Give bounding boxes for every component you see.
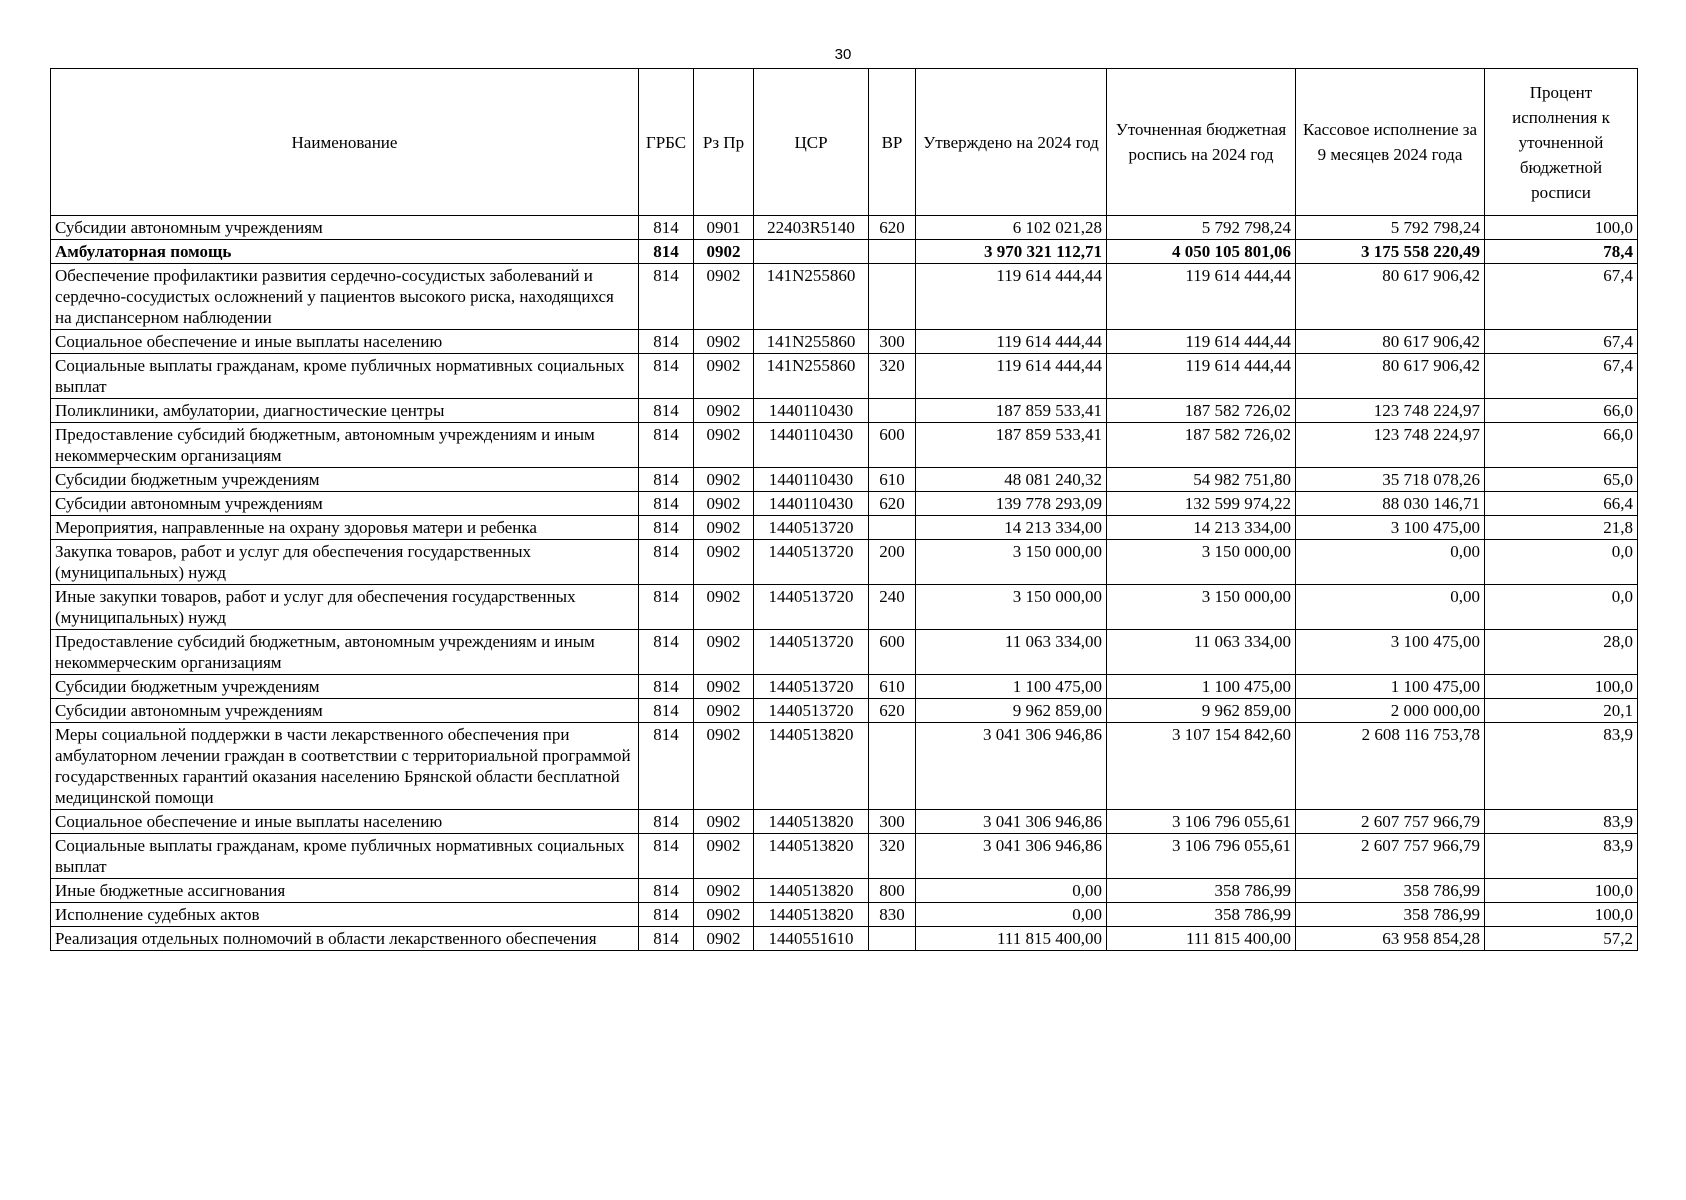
cell-refined: 5 792 798,24 — [1107, 216, 1296, 240]
cell-refined: 132 599 974,22 — [1107, 492, 1296, 516]
table-row — [51, 834, 1638, 879]
table-row — [51, 585, 1638, 630]
cell-vr: 830 — [869, 903, 916, 927]
cell-approved: 3 041 306 946,86 — [916, 834, 1107, 879]
cell-refined: 358 786,99 — [1107, 903, 1296, 927]
cell-vr: 300 — [869, 330, 916, 354]
cell-vr: 300 — [869, 810, 916, 834]
cell-name: Поликлиники, амбулатории, диагностические центры — [51, 399, 639, 423]
table-row — [51, 240, 1638, 264]
table-row — [51, 264, 1638, 330]
table-row — [51, 927, 1638, 951]
cell-percent: 21,8 — [1485, 516, 1638, 540]
cell-vr — [869, 264, 916, 330]
cell-vr: 800 — [869, 879, 916, 903]
cell-grbs: 814 — [639, 585, 694, 630]
cell-approved: 119 614 444,44 — [916, 354, 1107, 399]
cell-name: Субсидии автономным учреждениям — [51, 699, 639, 723]
cell-refined: 11 063 334,00 — [1107, 630, 1296, 675]
cell-rzpr: 0902 — [694, 468, 754, 492]
cell-rzpr: 0902 — [694, 240, 754, 264]
cell-name: Субсидии автономным учреждениям — [51, 492, 639, 516]
cell-rzpr: 0902 — [694, 585, 754, 630]
cell-approved: 139 778 293,09 — [916, 492, 1107, 516]
cell-grbs: 814 — [639, 264, 694, 330]
cell-grbs: 814 — [639, 675, 694, 699]
cell-csr — [754, 240, 869, 264]
header-approved: Утверждено на 2024 год — [916, 69, 1107, 216]
table-row — [51, 810, 1638, 834]
cell-rzpr: 0902 — [694, 330, 754, 354]
cell-grbs: 814 — [639, 540, 694, 585]
cell-grbs: 814 — [639, 699, 694, 723]
cell-percent: 66,4 — [1485, 492, 1638, 516]
cell-approved: 187 859 533,41 — [916, 399, 1107, 423]
cell-grbs: 814 — [639, 492, 694, 516]
cell-name: Социальные выплаты гражданам, кроме публичных нормативных социальных выплат — [51, 354, 639, 399]
cell-name: Социальное обеспечение и иные выплаты населению — [51, 810, 639, 834]
header-grbs: ГРБС — [639, 69, 694, 216]
cell-grbs: 814 — [639, 468, 694, 492]
cell-vr: 620 — [869, 216, 916, 240]
cell-percent: 66,0 — [1485, 399, 1638, 423]
cell-refined: 4 050 105 801,06 — [1107, 240, 1296, 264]
cell-name: Мероприятия, направленные на охрану здоровья матери и ребенка — [51, 516, 639, 540]
table-row — [51, 216, 1638, 240]
cell-cash: 63 958 854,28 — [1296, 927, 1485, 951]
cell-approved: 3 150 000,00 — [916, 585, 1107, 630]
header-name: Наименование — [51, 69, 639, 216]
cell-name: Субсидии бюджетным учреждениям — [51, 675, 639, 699]
cell-vr — [869, 399, 916, 423]
cell-approved: 0,00 — [916, 903, 1107, 927]
cell-cash: 3 175 558 220,49 — [1296, 240, 1485, 264]
cell-rzpr: 0902 — [694, 516, 754, 540]
cell-name: Социальные выплаты гражданам, кроме публичных нормативных социальных выплат — [51, 834, 639, 879]
cell-grbs: 814 — [639, 423, 694, 468]
table-row — [51, 354, 1638, 399]
cell-cash: 1 100 475,00 — [1296, 675, 1485, 699]
cell-refined: 54 982 751,80 — [1107, 468, 1296, 492]
cell-percent: 20,1 — [1485, 699, 1638, 723]
cell-approved: 111 815 400,00 — [916, 927, 1107, 951]
cell-percent: 78,4 — [1485, 240, 1638, 264]
cell-grbs: 814 — [639, 810, 694, 834]
cell-csr: 1440513820 — [754, 879, 869, 903]
cell-refined: 3 106 796 055,61 — [1107, 810, 1296, 834]
table-body — [51, 216, 1638, 951]
cell-vr: 240 — [869, 585, 916, 630]
cell-approved: 3 150 000,00 — [916, 540, 1107, 585]
cell-name: Реализация отдельных полномочий в области лекарственного обеспечения — [51, 927, 639, 951]
cell-percent: 67,4 — [1485, 330, 1638, 354]
cell-percent: 100,0 — [1485, 879, 1638, 903]
table-row — [51, 468, 1638, 492]
cell-approved: 1 100 475,00 — [916, 675, 1107, 699]
cell-cash: 5 792 798,24 — [1296, 216, 1485, 240]
cell-name: Предоставление субсидий бюджетным, автономным учреждениям и иным некоммерческим организациям — [51, 423, 639, 468]
cell-csr: 1440513720 — [754, 585, 869, 630]
budget-execution-table — [50, 68, 1638, 951]
cell-csr: 1440110430 — [754, 423, 869, 468]
cell-rzpr: 0901 — [694, 216, 754, 240]
table-row — [51, 516, 1638, 540]
cell-grbs: 814 — [639, 723, 694, 810]
cell-refined: 119 614 444,44 — [1107, 264, 1296, 330]
cell-vr — [869, 240, 916, 264]
cell-percent: 57,2 — [1485, 927, 1638, 951]
cell-name: Иные закупки товаров, работ и услуг для обеспечения государственных (муниципальных) нужд — [51, 585, 639, 630]
cell-grbs: 814 — [639, 903, 694, 927]
cell-vr — [869, 723, 916, 810]
cell-cash: 123 748 224,97 — [1296, 423, 1485, 468]
header-vr: ВР — [869, 69, 916, 216]
cell-percent: 67,4 — [1485, 264, 1638, 330]
cell-vr: 620 — [869, 699, 916, 723]
cell-grbs: 814 — [639, 834, 694, 879]
cell-vr — [869, 927, 916, 951]
cell-vr: 200 — [869, 540, 916, 585]
cell-percent: 100,0 — [1485, 216, 1638, 240]
cell-cash: 0,00 — [1296, 540, 1485, 585]
cell-cash: 3 100 475,00 — [1296, 630, 1485, 675]
cell-grbs: 814 — [639, 879, 694, 903]
cell-approved: 119 614 444,44 — [916, 264, 1107, 330]
cell-rzpr: 0902 — [694, 354, 754, 399]
cell-cash: 358 786,99 — [1296, 879, 1485, 903]
cell-vr: 610 — [869, 675, 916, 699]
cell-csr: 1440513720 — [754, 630, 869, 675]
table-row — [51, 879, 1638, 903]
cell-rzpr: 0902 — [694, 927, 754, 951]
cell-vr: 320 — [869, 834, 916, 879]
cell-percent: 100,0 — [1485, 675, 1638, 699]
cell-approved: 14 213 334,00 — [916, 516, 1107, 540]
cell-rzpr: 0902 — [694, 399, 754, 423]
cell-csr: 1440551610 — [754, 927, 869, 951]
cell-vr — [869, 516, 916, 540]
table-row — [51, 903, 1638, 927]
cell-rzpr: 0902 — [694, 264, 754, 330]
cell-cash: 2 608 116 753,78 — [1296, 723, 1485, 810]
cell-vr: 600 — [869, 630, 916, 675]
cell-rzpr: 0902 — [694, 492, 754, 516]
table-row — [51, 399, 1638, 423]
cell-vr: 620 — [869, 492, 916, 516]
cell-grbs: 814 — [639, 630, 694, 675]
cell-rzpr: 0902 — [694, 675, 754, 699]
cell-name: Амбулаторная помощь — [51, 240, 639, 264]
cell-name: Обеспечение профилактики развития сердечно-сосудистых заболеваний и сердечно-сосудистых осложнений у пациентов высокого риска, находящихся на диспансерном наблюдении — [51, 264, 639, 330]
cell-approved: 6 102 021,28 — [916, 216, 1107, 240]
cell-name: Социальное обеспечение и иные выплаты населению — [51, 330, 639, 354]
cell-csr: 1440513820 — [754, 810, 869, 834]
cell-refined: 119 614 444,44 — [1107, 354, 1296, 399]
cell-approved: 0,00 — [916, 879, 1107, 903]
cell-refined: 14 213 334,00 — [1107, 516, 1296, 540]
cell-refined: 9 962 859,00 — [1107, 699, 1296, 723]
cell-percent: 67,4 — [1485, 354, 1638, 399]
cell-name: Субсидии бюджетным учреждениям — [51, 468, 639, 492]
cell-approved: 3 970 321 112,71 — [916, 240, 1107, 264]
cell-approved: 11 063 334,00 — [916, 630, 1107, 675]
cell-cash: 0,00 — [1296, 585, 1485, 630]
table-row — [51, 675, 1638, 699]
cell-vr: 320 — [869, 354, 916, 399]
cell-percent: 0,0 — [1485, 540, 1638, 585]
cell-percent: 65,0 — [1485, 468, 1638, 492]
cell-refined: 119 614 444,44 — [1107, 330, 1296, 354]
cell-percent: 83,9 — [1485, 723, 1638, 810]
cell-csr: 22403R5140 — [754, 216, 869, 240]
cell-cash: 35 718 078,26 — [1296, 468, 1485, 492]
header-refined: Уточненная бюджетная роспись на 2024 год — [1107, 69, 1296, 216]
cell-grbs: 814 — [639, 240, 694, 264]
cell-grbs: 814 — [639, 399, 694, 423]
cell-approved: 187 859 533,41 — [916, 423, 1107, 468]
cell-csr: 1440110430 — [754, 399, 869, 423]
cell-name: Субсидии автономным учреждениям — [51, 216, 639, 240]
cell-approved: 3 041 306 946,86 — [916, 810, 1107, 834]
cell-refined: 111 815 400,00 — [1107, 927, 1296, 951]
table-row — [51, 423, 1638, 468]
cell-name: Предоставление субсидий бюджетным, автономным учреждениям и иным некоммерческим организациям — [51, 630, 639, 675]
cell-rzpr: 0902 — [694, 834, 754, 879]
cell-rzpr: 0902 — [694, 723, 754, 810]
cell-refined: 3 107 154 842,60 — [1107, 723, 1296, 810]
cell-grbs: 814 — [639, 927, 694, 951]
header-row — [51, 69, 1638, 216]
cell-csr: 1440513820 — [754, 723, 869, 810]
cell-csr: 1440513720 — [754, 540, 869, 585]
cell-csr: 141N255860 — [754, 264, 869, 330]
header-csr: ЦСР — [754, 69, 869, 216]
cell-grbs: 814 — [639, 516, 694, 540]
cell-percent: 28,0 — [1485, 630, 1638, 675]
cell-cash: 2 000 000,00 — [1296, 699, 1485, 723]
cell-refined: 3 106 796 055,61 — [1107, 834, 1296, 879]
cell-percent: 0,0 — [1485, 585, 1638, 630]
cell-grbs: 814 — [639, 216, 694, 240]
cell-percent: 83,9 — [1485, 810, 1638, 834]
cell-rzpr: 0902 — [694, 810, 754, 834]
cell-refined: 358 786,99 — [1107, 879, 1296, 903]
cell-csr: 141N255860 — [754, 354, 869, 399]
page-number: 30 — [834, 46, 852, 63]
header-percent: Процент исполнения к уточненной бюджетной росписи — [1485, 69, 1638, 216]
cell-refined: 187 582 726,02 — [1107, 423, 1296, 468]
cell-refined: 1 100 475,00 — [1107, 675, 1296, 699]
cell-cash: 80 617 906,42 — [1296, 330, 1485, 354]
table-row — [51, 330, 1638, 354]
cell-percent: 100,0 — [1485, 903, 1638, 927]
header-cash: Кассовое исполнение за 9 месяцев 2024 года — [1296, 69, 1485, 216]
cell-rzpr: 0902 — [694, 879, 754, 903]
cell-grbs: 814 — [639, 354, 694, 399]
cell-name: Исполнение судебных актов — [51, 903, 639, 927]
cell-csr: 1440110430 — [754, 468, 869, 492]
cell-csr: 1440513720 — [754, 516, 869, 540]
table-header — [51, 69, 1638, 216]
cell-vr: 610 — [869, 468, 916, 492]
cell-cash: 123 748 224,97 — [1296, 399, 1485, 423]
cell-cash: 2 607 757 966,79 — [1296, 810, 1485, 834]
table-row — [51, 492, 1638, 516]
table-row — [51, 630, 1638, 675]
header-rzpr: Рз Пр — [694, 69, 754, 216]
cell-csr: 141N255860 — [754, 330, 869, 354]
cell-rzpr: 0902 — [694, 699, 754, 723]
cell-csr: 1440513820 — [754, 834, 869, 879]
cell-refined: 3 150 000,00 — [1107, 540, 1296, 585]
cell-refined: 3 150 000,00 — [1107, 585, 1296, 630]
cell-cash: 2 607 757 966,79 — [1296, 834, 1485, 879]
cell-rzpr: 0902 — [694, 540, 754, 585]
cell-cash: 88 030 146,71 — [1296, 492, 1485, 516]
cell-approved: 48 081 240,32 — [916, 468, 1107, 492]
table-row — [51, 723, 1638, 810]
table-row — [51, 540, 1638, 585]
cell-name: Иные бюджетные ассигнования — [51, 879, 639, 903]
cell-rzpr: 0902 — [694, 903, 754, 927]
cell-cash: 358 786,99 — [1296, 903, 1485, 927]
cell-grbs: 814 — [639, 330, 694, 354]
cell-cash: 80 617 906,42 — [1296, 264, 1485, 330]
cell-approved: 3 041 306 946,86 — [916, 723, 1107, 810]
cell-name: Закупка товаров, работ и услуг для обеспечения государственных (муниципальных) нужд — [51, 540, 639, 585]
cell-csr: 1440513720 — [754, 699, 869, 723]
cell-cash: 3 100 475,00 — [1296, 516, 1485, 540]
cell-percent: 83,9 — [1485, 834, 1638, 879]
cell-cash: 80 617 906,42 — [1296, 354, 1485, 399]
cell-percent: 66,0 — [1485, 423, 1638, 468]
table-row — [51, 699, 1638, 723]
cell-refined: 187 582 726,02 — [1107, 399, 1296, 423]
cell-csr: 1440513720 — [754, 675, 869, 699]
cell-name: Меры социальной поддержки в части лекарственного обеспечения при амбулаторном лечении граждан в соответствии с территориальной программой государственных гарантий оказания населению Брянской области бесплатной медицинской помощи — [51, 723, 639, 810]
cell-rzpr: 0902 — [694, 423, 754, 468]
cell-approved: 9 962 859,00 — [916, 699, 1107, 723]
cell-csr: 1440513820 — [754, 903, 869, 927]
cell-csr: 1440110430 — [754, 492, 869, 516]
cell-approved: 119 614 444,44 — [916, 330, 1107, 354]
cell-vr: 600 — [869, 423, 916, 468]
cell-rzpr: 0902 — [694, 630, 754, 675]
